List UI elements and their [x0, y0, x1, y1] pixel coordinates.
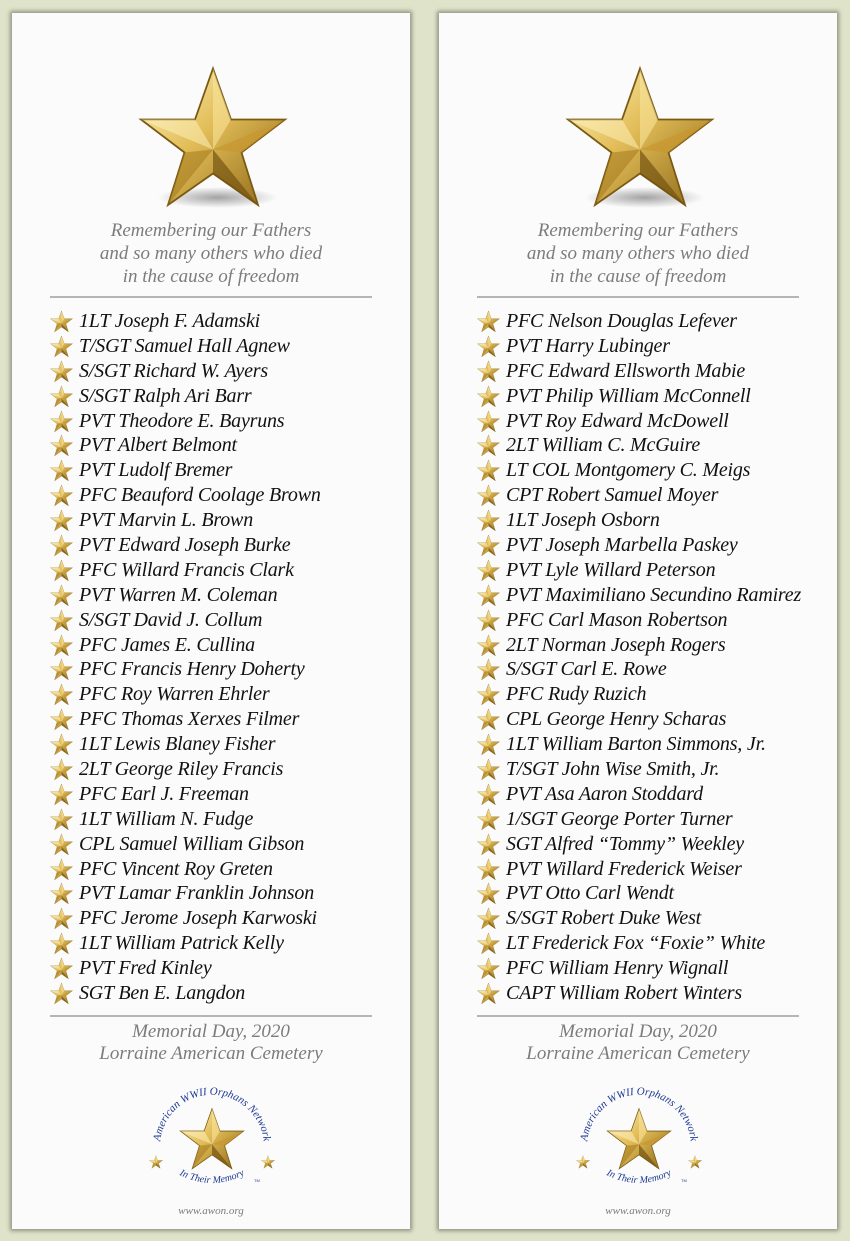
- soldier-name: 1/SGT George Porter Turner: [506, 807, 733, 830]
- soldier-name: T/SGT Samuel Hall Agnew: [79, 334, 290, 357]
- intro-line: in the cause of freedom: [122, 266, 300, 287]
- star-bullet-icon: [477, 509, 500, 532]
- name-entry: [477, 558, 837, 583]
- gold-star-icon: [138, 65, 288, 210]
- name-entry: [477, 906, 837, 931]
- name-entry: [477, 757, 837, 782]
- star-bullet-icon: [50, 434, 73, 457]
- soldier-name: 1LT William N. Fudge: [79, 807, 254, 830]
- star-bullet-icon: [50, 360, 73, 383]
- soldier-name: CPT Robert Samuel Moyer: [506, 484, 719, 507]
- star-bullet-icon: [50, 509, 73, 532]
- name-entry: [50, 409, 410, 434]
- small-star-icon: [576, 1156, 589, 1169]
- name-entry: [477, 657, 837, 682]
- name-entry: [50, 384, 410, 409]
- name-entry: [50, 881, 410, 906]
- star-bullet-icon: [50, 634, 73, 657]
- name-entry: [477, 433, 837, 458]
- star-bullet-icon: [477, 982, 500, 1005]
- name-entry: [50, 682, 410, 707]
- star-bullet-icon: [50, 882, 73, 905]
- star-bullet-icon: [50, 833, 73, 856]
- star-bullet-icon: [477, 833, 500, 856]
- star-bullet-icon: [50, 708, 73, 731]
- divider: [477, 1015, 799, 1017]
- name-entry: [50, 633, 410, 658]
- intro-line: and so many others who died: [526, 243, 750, 264]
- star-bullet-icon: [50, 484, 73, 507]
- name-entry: [50, 508, 410, 533]
- name-entry: [50, 583, 410, 608]
- soldier-name: PVT Maximiliano Secundino Ramirez: [506, 583, 802, 606]
- name-entry: [50, 309, 410, 334]
- name-entry: [477, 359, 837, 384]
- soldier-name: PVT Asa Aaron Stoddard: [506, 782, 703, 805]
- star-bullet-icon: [477, 708, 500, 731]
- star-bullet-icon: [477, 434, 500, 457]
- intro-text: [439, 219, 837, 288]
- star-bullet-icon: [477, 584, 500, 607]
- star-bullet-icon: [50, 658, 73, 681]
- star-bullet-icon: [50, 758, 73, 781]
- soldier-name: LT Frederick Fox “Foxie” White: [506, 932, 766, 955]
- name-entry: [50, 732, 410, 757]
- soldier-name: PFC Earl J. Freeman: [79, 782, 249, 805]
- name-entry: [477, 832, 837, 857]
- soldier-name: T/SGT John Wise Smith, Jr.: [506, 757, 720, 780]
- website-url: www.awon.org: [178, 1205, 244, 1217]
- name-entry: [477, 583, 837, 608]
- name-entry: [477, 309, 837, 334]
- soldier-name: 1LT Lewis Blaney Fisher: [79, 733, 276, 756]
- star-bullet-icon: [477, 559, 500, 582]
- star-bullet-icon: [477, 882, 500, 905]
- soldier-name: PVT Lamar Franklin Johnson: [79, 882, 314, 905]
- name-entry: [50, 359, 410, 384]
- star-bullet-icon: [477, 310, 500, 333]
- name-entry: [477, 458, 837, 483]
- soldier-name: PFC James E. Cullina: [79, 633, 255, 656]
- star-bullet-icon: [477, 335, 500, 358]
- name-entry: [477, 857, 837, 882]
- star-bullet-icon: [50, 584, 73, 607]
- soldier-name: PFC Jerome Joseph Karwoski: [79, 907, 317, 930]
- soldier-name: PVT Philip William McConnell: [506, 384, 751, 407]
- soldier-name: PFC Beauford Coolage Brown: [79, 484, 321, 507]
- names-list: [50, 309, 410, 1006]
- star-bullet-icon: [477, 783, 500, 806]
- star-bullet-icon: [50, 808, 73, 831]
- name-entry: [50, 558, 410, 583]
- soldier-name: S/SGT Carl E. Rowe: [506, 658, 667, 681]
- name-entry: [50, 807, 410, 832]
- footer-text: [439, 1021, 837, 1065]
- name-entry: [477, 707, 837, 732]
- star-bullet-icon: [477, 385, 500, 408]
- soldier-name: PVT Lyle Willard Peterson: [506, 558, 716, 581]
- soldier-name: PVT Harry Lubinger: [506, 334, 670, 357]
- star-bullet-icon: [477, 360, 500, 383]
- name-entry: [50, 334, 410, 359]
- memorial-card-right: [439, 13, 837, 1229]
- soldier-name: S/SGT Richard W. Ayers: [79, 359, 268, 382]
- star-bullet-icon: [477, 534, 500, 557]
- divider: [477, 296, 799, 298]
- small-star-icon: [261, 1156, 274, 1169]
- soldier-name: SGT Ben E. Langdon: [79, 981, 246, 1004]
- soldier-name: PVT Fred Kinley: [79, 957, 212, 980]
- name-entry: [477, 633, 837, 658]
- star-bullet-icon: [477, 658, 500, 681]
- small-star-icon: [149, 1156, 162, 1169]
- star-bullet-icon: [50, 783, 73, 806]
- intro-line: Remembering our Fathers: [537, 220, 739, 241]
- soldier-name: CPL Samuel William Gibson: [79, 832, 305, 855]
- star-bullet-icon: [50, 410, 73, 433]
- name-entry: [477, 334, 837, 359]
- name-entry: [50, 533, 410, 558]
- logo-bottom-text: In Their Memory: [177, 1167, 247, 1187]
- name-entry: [477, 956, 837, 981]
- star-bullet-icon: [477, 733, 500, 756]
- cemetery-name: Lorraine American Cemetery: [526, 1043, 750, 1064]
- name-entry: [477, 409, 837, 434]
- intro-line: Remembering our Fathers: [110, 220, 312, 241]
- soldier-name: 2LT George Riley Francis: [79, 757, 284, 780]
- name-entry: [477, 807, 837, 832]
- soldier-name: CPL George Henry Scharas: [506, 708, 727, 731]
- soldier-name: 1LT William Barton Simmons, Jr.: [506, 733, 766, 756]
- soldier-name: PVT Ludolf Bremer: [79, 459, 233, 482]
- star-bullet-icon: [50, 907, 73, 930]
- soldier-name: 2LT Norman Joseph Rogers: [506, 633, 726, 656]
- logo-tm: TM: [681, 1178, 687, 1183]
- awon-logo: [146, 1081, 278, 1199]
- soldier-name: PVT Marvin L. Brown: [79, 509, 253, 532]
- logo-star-icon: [180, 1109, 243, 1169]
- memorial-card-left: [12, 13, 410, 1229]
- divider: [50, 1015, 372, 1017]
- name-entry: [50, 608, 410, 633]
- svg-text:In Their Memory: [177, 1167, 247, 1186]
- footer-text: [12, 1021, 410, 1065]
- star-bullet-icon: [50, 683, 73, 706]
- name-entry: [477, 782, 837, 807]
- star-bullet-icon: [50, 609, 73, 632]
- star-bullet-icon: [477, 858, 500, 881]
- intro-text: [12, 219, 410, 288]
- star-bullet-icon: [477, 808, 500, 831]
- website-url: www.awon.org: [605, 1205, 671, 1217]
- cemetery-name: Lorraine American Cemetery: [99, 1043, 323, 1064]
- soldier-name: PVT Roy Edward McDowell: [506, 409, 729, 432]
- name-entry: [50, 832, 410, 857]
- soldier-name: PVT Otto Carl Wendt: [506, 882, 674, 905]
- awon-logo: [573, 1081, 705, 1199]
- divider: [50, 296, 372, 298]
- star-bullet-icon: [50, 310, 73, 333]
- soldier-name: S/SGT Ralph Ari Barr: [79, 384, 252, 407]
- logo-arc-text: American WWII Orphans Network: [151, 1085, 273, 1142]
- soldier-name: PFC Rudy Ruzich: [506, 683, 647, 706]
- soldier-name: PVT Joseph Marbella Paskey: [506, 533, 738, 556]
- star-bullet-icon: [50, 534, 73, 557]
- event-title: Memorial Day, 2020: [132, 1021, 290, 1042]
- soldier-name: 1LT Joseph F. Adamski: [79, 309, 260, 332]
- name-entry: [50, 707, 410, 732]
- star-bullet-icon: [50, 459, 73, 482]
- name-entry: [477, 608, 837, 633]
- name-entry: [50, 906, 410, 931]
- soldier-name: PFC Thomas Xerxes Filmer: [79, 708, 300, 731]
- soldier-name: PFC Carl Mason Robertson: [506, 608, 728, 631]
- star-bullet-icon: [477, 634, 500, 657]
- soldier-name: PFC Nelson Douglas Lefever: [506, 309, 737, 332]
- name-entry: [477, 483, 837, 508]
- intro-line: in the cause of freedom: [549, 266, 727, 287]
- small-star-icon: [688, 1156, 701, 1169]
- star-bullet-icon: [50, 559, 73, 582]
- soldier-name: PFC Edward Ellsworth Mabie: [506, 359, 746, 382]
- soldier-name: PVT Willard Frederick Weiser: [506, 857, 742, 880]
- star-bullet-icon: [477, 683, 500, 706]
- name-entry: [50, 981, 410, 1006]
- star-bullet-icon: [477, 932, 500, 955]
- soldier-name: PVT Theodore E. Bayruns: [79, 409, 285, 432]
- logo-arc-text: American WWII Orphans Network: [578, 1085, 700, 1142]
- star-bullet-icon: [477, 459, 500, 482]
- soldier-name: S/SGT Robert Duke West: [506, 907, 702, 930]
- soldier-name: LT COL Montgomery C. Meigs: [506, 459, 751, 482]
- soldier-name: 2LT William C. McGuire: [506, 434, 701, 457]
- star-bullet-icon: [50, 957, 73, 980]
- soldier-name: PFC Vincent Roy Greten: [79, 857, 273, 880]
- svg-text:In Their Memory: [604, 1167, 674, 1186]
- star-bullet-icon: [50, 385, 73, 408]
- event-title: Memorial Day, 2020: [559, 1021, 717, 1042]
- name-entry: [50, 657, 410, 682]
- soldier-name: PFC William Henry Wignall: [506, 957, 729, 980]
- name-entry: [477, 682, 837, 707]
- soldier-name: PFC Roy Warren Ehrler: [79, 683, 270, 706]
- star-bullet-icon: [50, 733, 73, 756]
- name-entry: [50, 757, 410, 782]
- soldier-name: PVT Albert Belmont: [79, 434, 237, 457]
- name-entry: [477, 981, 837, 1006]
- soldier-name: SGT Alfred “Tommy” Weekley: [506, 832, 744, 855]
- name-entry: [477, 533, 837, 558]
- soldier-name: 1LT William Patrick Kelly: [79, 932, 284, 955]
- gold-star-icon: [565, 65, 715, 210]
- star-bullet-icon: [50, 932, 73, 955]
- star-bullet-icon: [477, 957, 500, 980]
- soldier-name: PVT Edward Joseph Burke: [79, 533, 291, 556]
- names-list: [477, 309, 837, 1006]
- name-entry: [477, 732, 837, 757]
- soldier-name: S/SGT David J. Collum: [79, 608, 263, 631]
- logo-tm: TM: [254, 1178, 260, 1183]
- name-entry: [50, 433, 410, 458]
- star-bullet-icon: [477, 907, 500, 930]
- star-bullet-icon: [477, 410, 500, 433]
- soldier-name: PFC Willard Francis Clark: [79, 558, 294, 581]
- soldier-name: CAPT William Robert Winters: [506, 981, 742, 1004]
- logo-star-icon: [607, 1109, 670, 1169]
- soldier-name: PFC Francis Henry Doherty: [79, 658, 305, 681]
- name-entry: [50, 857, 410, 882]
- star-bullet-icon: [50, 982, 73, 1005]
- name-entry: [50, 956, 410, 981]
- logo-bottom-text: In Their Memory: [604, 1167, 674, 1187]
- soldier-name: PVT Warren M. Coleman: [79, 583, 278, 606]
- name-entry: [50, 931, 410, 956]
- name-entry: [50, 458, 410, 483]
- name-entry: [477, 931, 837, 956]
- star-bullet-icon: [50, 858, 73, 881]
- star-bullet-icon: [477, 484, 500, 507]
- name-entry: [477, 384, 837, 409]
- name-entry: [50, 483, 410, 508]
- star-bullet-icon: [477, 609, 500, 632]
- name-entry: [477, 881, 837, 906]
- name-entry: [477, 508, 837, 533]
- intro-line: and so many others who died: [99, 243, 323, 264]
- star-bullet-icon: [50, 335, 73, 358]
- star-bullet-icon: [477, 758, 500, 781]
- soldier-name: 1LT Joseph Osborn: [506, 509, 660, 532]
- name-entry: [50, 782, 410, 807]
